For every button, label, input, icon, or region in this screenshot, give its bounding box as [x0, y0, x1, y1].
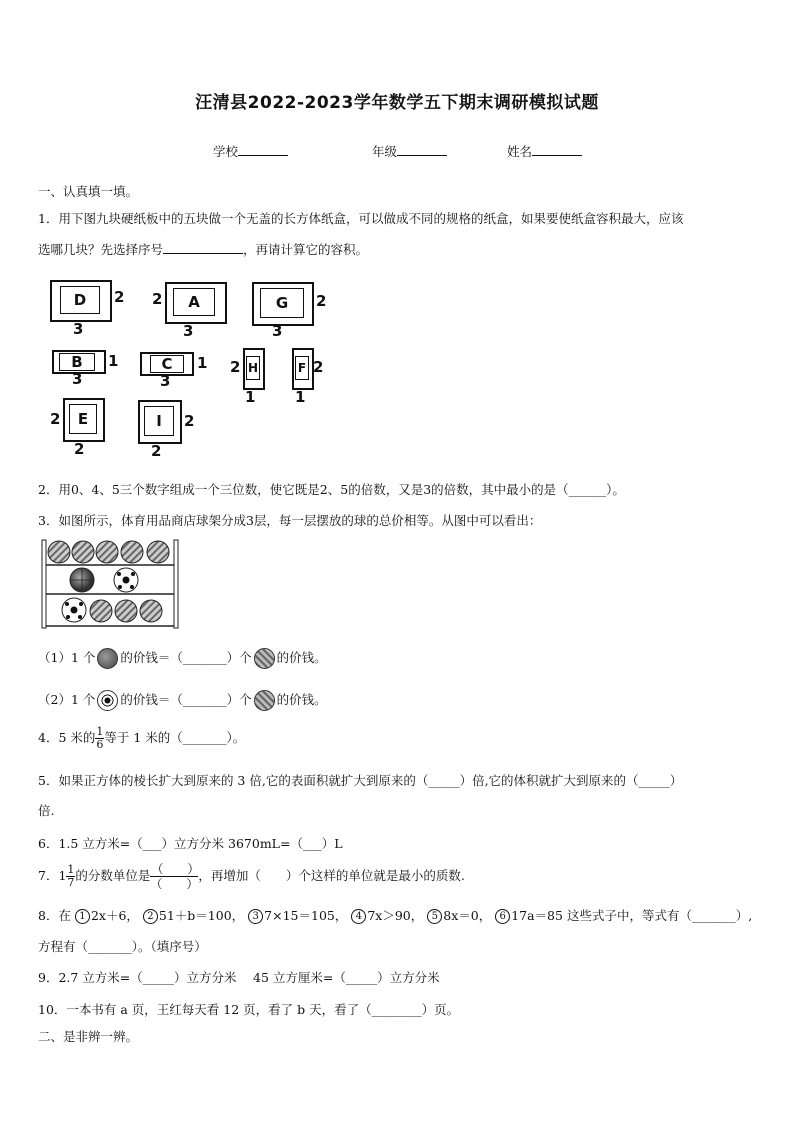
question-1-line1: 1．用下图九块硬纸板中的五块做一个无盖的长方体纸盒，可以做成不同的规格的纸盒，如果要使纸盒容积最大，应该 [38, 211, 684, 226]
board-e: E [69, 404, 97, 434]
question-3-sub1: （1）1 个 的价钱＝（_______）个 的价钱。 [38, 648, 327, 669]
soccer-ball-icon [114, 568, 138, 592]
grade-blank[interactable] [397, 143, 447, 156]
soccer-ball-icon [62, 598, 86, 622]
board-i: I [144, 406, 174, 436]
board-a: A [173, 288, 215, 316]
basketball-icon [70, 568, 94, 592]
volleyball-icon [90, 600, 112, 622]
question-3: 3．如图所示，体育用品商店球架分成3层，每一层摆放的球的总价相等。从图中可以看出： [38, 513, 542, 528]
board-h: H [246, 356, 260, 380]
question-3-sub2: （2）1 个 的价钱＝（_______）个 的价钱。 [38, 690, 327, 711]
question-1-blank[interactable] [163, 241, 243, 254]
volleyball-icon [121, 541, 143, 563]
soccer-ball-icon [97, 690, 118, 711]
question-1-line2: 选哪几块？先选择序号 ，再请计算它的容积。 [38, 242, 369, 257]
board-d-outer [50, 280, 112, 322]
grade-field: 年级 [372, 142, 447, 160]
fraction-one-seventh: $\frac{1}{7}$ [67, 863, 75, 889]
question-8-line2: 方程有（_______）。（填序号） [38, 939, 207, 954]
school-blank[interactable] [238, 143, 288, 156]
question-5-line2: 倍. [38, 803, 55, 818]
page-title: 汪清县2022-2023学年数学五下期末调研模拟试题 [195, 93, 599, 113]
question-7: 7．1 $\frac{1}{7}$ 的分数单位是 $\frac{( )}{( )}$ ，再增加（ ）个这样的单位就是最小的质数. [38, 862, 465, 891]
question-9: 9．2.7 立方米=（_____）立方分米 45 立方厘米=（_____）立方分米 [38, 970, 440, 985]
question-4: 4．5 米的 $\frac{1}{6}$ 等于 1 米的（_______）。 [38, 725, 246, 751]
question-10: 10．一本书有 a 页，王红每天看 12 页，看了 b 天，看了（________）页。 [38, 1002, 460, 1017]
volleyball-icon [115, 600, 137, 622]
question-6: 6．1.5 立方米=（___）立方分米 3670mL=（___）L [38, 836, 343, 851]
circled-number: 1 [75, 909, 90, 924]
board-d: D [60, 286, 100, 314]
school-field: 学校 [213, 142, 288, 160]
board-g: G [260, 288, 304, 318]
volleyball-icon [48, 541, 70, 563]
fraction-blank[interactable]: $\frac{( )}{( )}$ [150, 862, 200, 891]
board-f-outer [292, 348, 314, 390]
circled-number: 6 [495, 909, 510, 924]
basketball-icon [97, 648, 118, 669]
volleyball-icon [254, 648, 275, 669]
board-i-outer [138, 400, 182, 444]
board-a-outer [165, 282, 227, 324]
circled-number: 2 [143, 909, 158, 924]
volleyball-icon [72, 541, 94, 563]
question-8-line1: 8．在 1 2x＋6， 2 51＋b＝100， 3 7×15＝105， 4 7x＞90， 5 8x＝0， 6 17a＝85 这些式子中，等式有（_______）, [38, 908, 753, 923]
circled-number: 5 [427, 909, 442, 924]
board-h-outer [243, 348, 265, 390]
ball-rack-figure [40, 538, 182, 630]
volleyball-icon [140, 600, 162, 622]
fraction-one-sixth: $\frac{1}{6}$ [96, 725, 104, 751]
board-e-outer [63, 398, 105, 442]
name-blank[interactable] [532, 143, 582, 156]
volleyball-icon [254, 690, 275, 711]
board-g-outer [252, 282, 314, 326]
question-2: 2．用0、4、5三个数字组成一个三位数，使它既是2、5的倍数，又是3的倍数，其中最小的是（______）。 [38, 482, 625, 497]
circled-number: 3 [248, 909, 263, 924]
board-c: C [150, 355, 184, 373]
board-b: B [59, 353, 95, 371]
volleyball-icon [96, 541, 118, 563]
volleyball-icon [147, 541, 169, 563]
board-f: F [295, 356, 309, 380]
circled-number: 4 [351, 909, 366, 924]
section-one-heading: 一、认真填一填。 [38, 184, 139, 199]
question-5-line1: 5．如果正方体的棱长扩大到原来的 3 倍,它的表面积就扩大到原来的（_____）倍,它的体积就扩大到原来的（_____） [38, 773, 683, 788]
section-two-heading: 二、是非辨一辨。 [38, 1029, 139, 1044]
name-field: 姓名 [507, 142, 582, 160]
